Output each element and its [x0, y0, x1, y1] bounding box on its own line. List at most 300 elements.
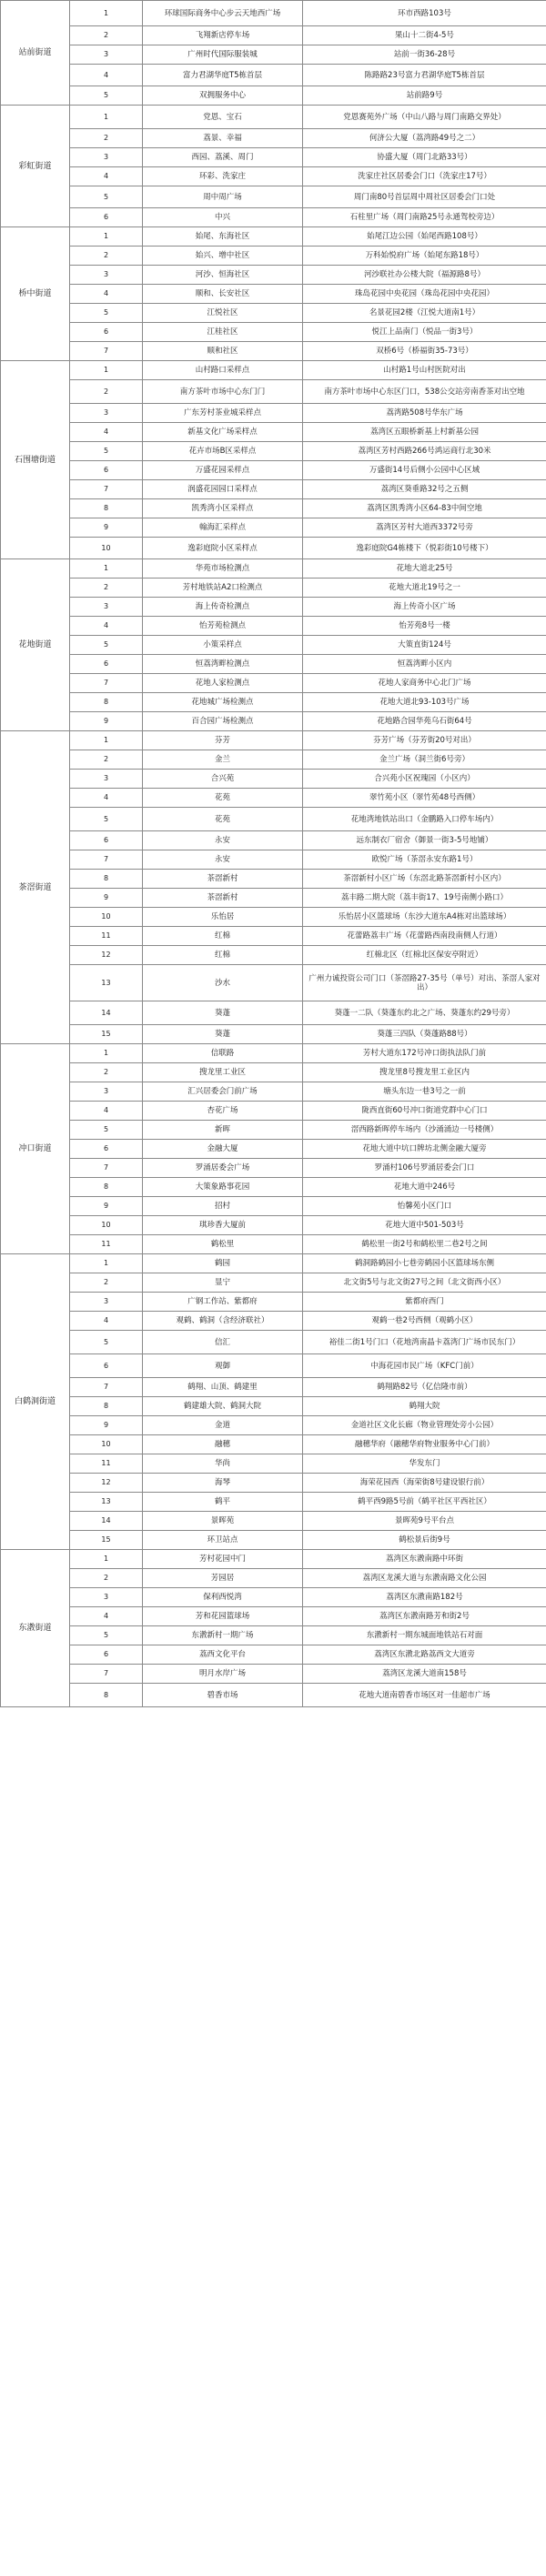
row-number-cell: 5 [70, 808, 143, 831]
row-number-cell: 1 [70, 227, 143, 247]
row-number-cell: 13 [70, 965, 143, 1001]
site-address-cell: 万盛街14号后侧小公园中心区域 [303, 461, 546, 480]
table-row [1, 1607, 546, 1626]
table-row [1, 831, 546, 850]
row-number-cell: 5 [70, 1331, 143, 1354]
row-number-cell: 6 [70, 208, 143, 227]
row-number-cell: 8 [70, 1684, 143, 1707]
row-number-cell: 6 [70, 831, 143, 850]
row-number-cell: 7 [70, 674, 143, 693]
table-row [1, 404, 546, 423]
table-row [1, 1435, 546, 1454]
table-row [1, 1025, 546, 1044]
site-name-cell: 鹤平 [143, 1493, 303, 1512]
site-name-cell: 双拥服务中心 [143, 86, 303, 106]
row-number-cell: 7 [70, 1665, 143, 1684]
site-name-cell: 保利西悦湾 [143, 1588, 303, 1607]
table-row [1, 26, 546, 45]
row-number-cell: 1 [70, 361, 143, 380]
site-address-cell: 大策直街124号 [303, 636, 546, 655]
site-name-cell: 招村 [143, 1197, 303, 1216]
site-address-cell: 果山十二街4-5号 [303, 26, 546, 45]
site-name-cell: 茶滘新村 [143, 870, 303, 889]
site-address-cell: 中海花园市民广场（KFC门前） [303, 1354, 546, 1378]
table-row [1, 1645, 546, 1665]
row-number-cell: 9 [70, 712, 143, 731]
table-row [1, 518, 546, 538]
table-row [1, 598, 546, 617]
row-number-cell: 3 [70, 148, 143, 167]
site-address-cell: 何济公大厦（荔湾路49号之二） [303, 129, 546, 148]
site-address-cell: 远东制衣厂宿舍（御景一街3-5号地铺） [303, 831, 546, 850]
street-name-cell: 东漖街道 [1, 1550, 70, 1707]
site-name-cell: 大策象路事花园 [143, 1178, 303, 1197]
site-name-cell: 华尚 [143, 1454, 303, 1474]
site-name-cell: 山村路口采样点 [143, 361, 303, 380]
row-number-cell: 2 [70, 1569, 143, 1588]
row-number-cell: 3 [70, 1588, 143, 1607]
site-address-cell: 逸彩庭院G4栋楼下（悦彩街10号楼下） [303, 538, 546, 559]
row-number-cell: 8 [70, 870, 143, 889]
site-address-cell: 怡馨苑小区门口 [303, 1197, 546, 1216]
row-number-cell: 7 [70, 1378, 143, 1397]
table-row [1, 65, 546, 86]
row-number-cell: 4 [70, 1102, 143, 1121]
site-name-cell: 中兴 [143, 208, 303, 227]
site-address-cell: 鹤翔路82号（亿信隆市前） [303, 1378, 546, 1397]
site-address-cell: 荔湾区芳村西路266号鸿运商行北30米 [303, 442, 546, 461]
table-row [1, 442, 546, 461]
row-number-cell: 5 [70, 636, 143, 655]
site-address-cell: 荔湾区凯秀湾小区64-83中间空地 [303, 499, 546, 518]
site-name-cell: 红棉 [143, 927, 303, 946]
site-name-cell: 西园、荔溪、周门 [143, 148, 303, 167]
table-row [1, 1178, 546, 1197]
table-row [1, 731, 546, 750]
site-address-cell: 荔湾区东漖南路芳和街2号 [303, 1607, 546, 1626]
row-number-cell: 9 [70, 1416, 143, 1435]
site-address-cell: 芬芳广场（芬芳街20号对出） [303, 731, 546, 750]
row-number-cell: 4 [70, 423, 143, 442]
table-row [1, 965, 546, 1001]
site-address-cell: 陈路路23号富力君湖华庭T5栋首层 [303, 65, 546, 86]
table-row [1, 499, 546, 518]
site-name-cell: 凯秀湾小区采样点 [143, 499, 303, 518]
site-address-cell: 站前路9号 [303, 86, 546, 106]
table-row [1, 423, 546, 442]
row-number-cell: 2 [70, 380, 143, 404]
site-name-cell: 新基文化广场采样点 [143, 423, 303, 442]
table-row [1, 186, 546, 208]
site-address-cell: 恒荔湾畔小区内 [303, 655, 546, 674]
site-name-cell: 富力君湖华庭T5栋首层 [143, 65, 303, 86]
table-row [1, 1102, 546, 1121]
row-number-cell: 3 [70, 1082, 143, 1102]
site-address-cell: 站前一街36-28号 [303, 45, 546, 65]
site-name-cell: 环彩、洗家庄 [143, 167, 303, 186]
site-name-cell: 百合园广场检测点 [143, 712, 303, 731]
site-address-cell: 葵蓬一二队（葵蓬东约北之广场、葵蓬东约29号旁） [303, 1001, 546, 1025]
site-address-cell: 荔湾区龙溪大道南158号 [303, 1665, 546, 1684]
test-site-table-body [1, 1, 546, 1707]
site-name-cell: 荔景、幸福 [143, 129, 303, 148]
street-name-cell: 花地街道 [1, 559, 70, 731]
row-number-cell: 8 [70, 1178, 143, 1197]
site-name-cell: 江桂社区 [143, 323, 303, 342]
row-number-cell: 9 [70, 889, 143, 908]
row-number-cell: 9 [70, 518, 143, 538]
street-name-cell: 茶滘街道 [1, 731, 70, 1044]
site-address-cell: 塘头东边一巷3号之一前 [303, 1082, 546, 1102]
row-number-cell: 6 [70, 323, 143, 342]
row-number-cell: 15 [70, 1531, 143, 1550]
table-row [1, 1254, 546, 1273]
site-name-cell: 汇兴居委会门前广场 [143, 1082, 303, 1102]
row-number-cell: 1 [70, 731, 143, 750]
table-row [1, 1354, 546, 1378]
table-row [1, 380, 546, 404]
site-name-cell: 海琴 [143, 1474, 303, 1493]
table-row [1, 1454, 546, 1474]
table-row [1, 1493, 546, 1512]
table-row [1, 908, 546, 927]
site-address-cell: 海上传奇小区广场 [303, 598, 546, 617]
site-name-cell: 金融大厦 [143, 1140, 303, 1159]
table-row [1, 1331, 546, 1354]
table-row [1, 1044, 546, 1063]
site-name-cell: 河沙、恒海社区 [143, 266, 303, 285]
site-name-cell: 红棉 [143, 946, 303, 965]
site-address-cell: 荔湾路508号华东广场 [303, 404, 546, 423]
site-address-cell: 花地大道北93-103号广场 [303, 693, 546, 712]
table-row [1, 208, 546, 227]
site-address-cell: 陇西直街60号冲口街道党群中心门口 [303, 1102, 546, 1121]
table-row [1, 750, 546, 770]
row-number-cell: 10 [70, 538, 143, 559]
site-address-cell: 茶滘新村小区广场（东滘北路茶滘新村小区内） [303, 870, 546, 889]
site-name-cell: 顺和社区 [143, 342, 303, 361]
row-number-cell: 3 [70, 1293, 143, 1312]
row-number-cell: 7 [70, 480, 143, 499]
site-name-cell: 环球国际商务中心步云天地西广场 [143, 1, 303, 26]
row-number-cell: 9 [70, 1197, 143, 1216]
table-row [1, 480, 546, 499]
table-row [1, 1197, 546, 1216]
site-address-cell: 荔湾区龙溪大道与东漖南路文化公园 [303, 1569, 546, 1588]
table-row [1, 1665, 546, 1684]
site-name-cell: 党恩、宝石 [143, 106, 303, 129]
table-row [1, 538, 546, 559]
site-address-cell: 荔湾区芳村大道西3372号旁 [303, 518, 546, 538]
site-address-cell: 山村路1号山村医院对出 [303, 361, 546, 380]
table-row [1, 1235, 546, 1254]
site-address-cell: 裕佳二街1号门口（花地湾南晶卡荔湾门广场市民东门） [303, 1331, 546, 1354]
site-name-cell: 明月水岸广场 [143, 1665, 303, 1684]
site-name-cell: 信汇 [143, 1331, 303, 1354]
site-address-cell: 鹤松里一街2号和鹤松里二巷2号之间 [303, 1235, 546, 1254]
site-name-cell: 花地人家检测点 [143, 674, 303, 693]
table-row [1, 1312, 546, 1331]
table-row [1, 45, 546, 65]
site-address-cell: 花地大道中坑口牌坊北侧金融大厦旁 [303, 1140, 546, 1159]
site-name-cell: 鹤松里 [143, 1235, 303, 1254]
row-number-cell: 3 [70, 598, 143, 617]
table-row [1, 1001, 546, 1025]
table-row [1, 1397, 546, 1416]
street-name-cell: 白鹤洞街道 [1, 1254, 70, 1550]
site-name-cell: 芳和花园篮球场 [143, 1607, 303, 1626]
table-row [1, 1588, 546, 1607]
street-name-cell: 桥中街道 [1, 227, 70, 361]
table-row [1, 1531, 546, 1550]
site-name-cell: 华苑市场检测点 [143, 559, 303, 579]
site-address-cell: 合兴苑小区祝瑰园（小区内） [303, 770, 546, 789]
site-name-cell: 搜龙里工业区 [143, 1063, 303, 1082]
site-name-cell: 观御 [143, 1354, 303, 1378]
table-row [1, 808, 546, 831]
site-address-cell: 悦江上品南门（悦品一街3号） [303, 323, 546, 342]
site-address-cell: 欧悦广场（茶滘永安东路1号） [303, 850, 546, 870]
site-address-cell: 荔湾区五眼桥新基上村新基公园 [303, 423, 546, 442]
row-number-cell: 6 [70, 1140, 143, 1159]
site-name-cell: 怡芳苑检测点 [143, 617, 303, 636]
site-address-cell: 荔湾区东漖南路182号 [303, 1588, 546, 1607]
row-number-cell: 1 [70, 106, 143, 129]
row-number-cell: 6 [70, 461, 143, 480]
row-number-cell: 10 [70, 1216, 143, 1235]
street-name-cell: 石围塘街道 [1, 361, 70, 559]
site-name-cell: 东漖新村一期广场 [143, 1626, 303, 1645]
site-name-cell: 融穗 [143, 1435, 303, 1454]
site-address-cell: 万科始悦府广场（始尾东路18号） [303, 247, 546, 266]
site-address-cell: 葵蓬三四队（葵蓬路88号） [303, 1025, 546, 1044]
row-number-cell: 5 [70, 1121, 143, 1140]
row-number-cell: 14 [70, 1512, 143, 1531]
row-number-cell: 13 [70, 1493, 143, 1512]
row-number-cell: 2 [70, 1273, 143, 1293]
site-name-cell: 金道 [143, 1416, 303, 1435]
site-name-cell: 合兴苑 [143, 770, 303, 789]
row-number-cell: 6 [70, 1645, 143, 1665]
site-address-cell: 怡芳苑8号一楼 [303, 617, 546, 636]
site-name-cell: 茶滘新村 [143, 889, 303, 908]
table-row [1, 342, 546, 361]
row-number-cell: 1 [70, 559, 143, 579]
row-number-cell: 3 [70, 404, 143, 423]
row-number-cell: 8 [70, 499, 143, 518]
site-address-cell: 名景花园2楼（江悦大道南1号） [303, 304, 546, 323]
site-name-cell: 荔西文化平台 [143, 1645, 303, 1665]
site-address-cell: 周门南80号首层周中周社区居委会门口处 [303, 186, 546, 208]
row-number-cell: 3 [70, 45, 143, 65]
site-name-cell: 翰海汇采样点 [143, 518, 303, 538]
site-name-cell: 显宁 [143, 1273, 303, 1293]
site-name-cell: 葵蓬 [143, 1001, 303, 1025]
site-name-cell: 广钢工作站、紫都府 [143, 1293, 303, 1312]
site-address-cell: 花地大道中246号 [303, 1178, 546, 1197]
site-name-cell: 逸彩庭院小区采样点 [143, 538, 303, 559]
row-number-cell: 2 [70, 26, 143, 45]
table-row [1, 889, 546, 908]
site-address-cell: 华发东门 [303, 1454, 546, 1474]
table-row [1, 1159, 546, 1178]
table-row [1, 1293, 546, 1312]
site-name-cell: 花地城广场检测点 [143, 693, 303, 712]
site-address-cell: 花地路合园华苑乌石街64号 [303, 712, 546, 731]
site-name-cell: 芬芳 [143, 731, 303, 750]
row-number-cell: 2 [70, 247, 143, 266]
site-address-cell: 河沙联社办公楼大院（福源路8号） [303, 266, 546, 285]
site-name-cell: 顺和、长安社区 [143, 285, 303, 304]
site-name-cell: 小策采样点 [143, 636, 303, 655]
table-row [1, 1140, 546, 1159]
table-row [1, 636, 546, 655]
site-name-cell: 乐怡居 [143, 908, 303, 927]
site-address-cell: 花地大道北19号之一 [303, 579, 546, 598]
row-number-cell: 2 [70, 129, 143, 148]
table-row [1, 850, 546, 870]
row-number-cell: 5 [70, 304, 143, 323]
table-row [1, 304, 546, 323]
site-address-cell: 石柱里广场（周门南路25号永通驾校旁边） [303, 208, 546, 227]
site-name-cell: 新晖 [143, 1121, 303, 1140]
site-name-cell: 鹤翔、山顶、鹤建里 [143, 1378, 303, 1397]
site-name-cell: 恒荔湾畔检测点 [143, 655, 303, 674]
table-row [1, 789, 546, 808]
site-name-cell: 碧香市场 [143, 1684, 303, 1707]
row-number-cell: 7 [70, 850, 143, 870]
site-name-cell: 葵蓬 [143, 1025, 303, 1044]
site-name-cell: 润盛花园园口采样点 [143, 480, 303, 499]
site-name-cell: 花苑 [143, 789, 303, 808]
table-row [1, 1121, 546, 1140]
row-number-cell: 4 [70, 1312, 143, 1331]
row-number-cell: 14 [70, 1001, 143, 1025]
site-name-cell: 信联路 [143, 1044, 303, 1063]
row-number-cell: 5 [70, 442, 143, 461]
table-row [1, 1216, 546, 1235]
site-name-cell: 罗涌居委会广场 [143, 1159, 303, 1178]
site-address-cell: 鹤翔大院 [303, 1397, 546, 1416]
row-number-cell: 1 [70, 1, 143, 26]
row-number-cell: 1 [70, 1550, 143, 1569]
site-name-cell: 花卉市场B区采样点 [143, 442, 303, 461]
table-row [1, 579, 546, 598]
table-row [1, 227, 546, 247]
site-name-cell: 周中周广场 [143, 186, 303, 208]
table-row [1, 617, 546, 636]
table-row [1, 927, 546, 946]
row-number-cell: 3 [70, 266, 143, 285]
row-number-cell: 8 [70, 693, 143, 712]
site-name-cell: 江悦社区 [143, 304, 303, 323]
table-row [1, 1474, 546, 1493]
row-number-cell: 12 [70, 946, 143, 965]
table-row [1, 712, 546, 731]
site-name-cell: 南方茶叶市场中心东门门 [143, 380, 303, 404]
table-row [1, 693, 546, 712]
site-name-cell: 永安 [143, 850, 303, 870]
table-row [1, 1, 546, 26]
row-number-cell: 2 [70, 1063, 143, 1082]
table-row [1, 1416, 546, 1435]
site-name-cell: 杏花广场 [143, 1102, 303, 1121]
site-address-cell: 花地人家商务中心北门广场 [303, 674, 546, 693]
site-name-cell: 芳园居 [143, 1569, 303, 1588]
site-address-cell: 观鹤一巷2号西侧（观鹤小区） [303, 1312, 546, 1331]
site-name-cell: 鹤建雄大院、鹤洞大院 [143, 1397, 303, 1416]
row-number-cell: 10 [70, 1435, 143, 1454]
table-row [1, 770, 546, 789]
site-address-cell: 洗家庄社区居委会门口（洗家庄17号） [303, 167, 546, 186]
site-name-cell: 金兰 [143, 750, 303, 770]
row-number-cell: 4 [70, 167, 143, 186]
row-number-cell: 12 [70, 1474, 143, 1493]
table-row [1, 266, 546, 285]
site-address-cell: 景晖苑9号平台点 [303, 1512, 546, 1531]
row-number-cell: 4 [70, 789, 143, 808]
site-address-cell: 芳村大道东172号冲口街执法队门前 [303, 1044, 546, 1063]
table-row [1, 1063, 546, 1082]
street-name-cell: 冲口街道 [1, 1044, 70, 1254]
table-row [1, 946, 546, 965]
table-row [1, 559, 546, 579]
site-name-cell: 琪珍香大厦前 [143, 1216, 303, 1235]
table-row [1, 167, 546, 186]
site-address-cell: 金道社区文化长廊（物业管理处旁小公园） [303, 1416, 546, 1435]
row-number-cell: 7 [70, 342, 143, 361]
site-address-cell: 始尾江边公园（始尾西路108号） [303, 227, 546, 247]
table-row [1, 1082, 546, 1102]
site-address-cell: 花蕾路荔丰广场（花蕾路西南段南侧人行道） [303, 927, 546, 946]
row-number-cell: 11 [70, 927, 143, 946]
site-address-cell: 融穗华府（融穗华府物业服务中心门前） [303, 1435, 546, 1454]
street-name-cell: 站前街道 [1, 1, 70, 106]
table-row [1, 461, 546, 480]
site-address-cell: 紫都府西门 [303, 1293, 546, 1312]
table-row [1, 1569, 546, 1588]
row-number-cell: 11 [70, 1235, 143, 1254]
row-number-cell: 3 [70, 770, 143, 789]
site-name-cell: 花苑 [143, 808, 303, 831]
table-row [1, 1273, 546, 1293]
table-row [1, 247, 546, 266]
site-name-cell: 芳村地铁站A2口检测点 [143, 579, 303, 598]
table-row [1, 86, 546, 106]
site-address-cell: 珠岛花园中央花园（珠岛花园中央花园） [303, 285, 546, 304]
table-row [1, 1626, 546, 1645]
site-name-cell: 沙水 [143, 965, 303, 1001]
row-number-cell: 1 [70, 1044, 143, 1063]
row-number-cell: 5 [70, 1626, 143, 1645]
row-number-cell: 4 [70, 65, 143, 86]
row-number-cell: 6 [70, 1354, 143, 1378]
site-address-cell: 广州力诚投资公司门口（茶滘路27-35号（单号）对出、茶滘人家对出） [303, 965, 546, 1001]
table-row [1, 323, 546, 342]
site-name-cell: 飞翔新店停车场 [143, 26, 303, 45]
site-name-cell: 永安 [143, 831, 303, 850]
site-address-cell: 鹤松景后街9号 [303, 1531, 546, 1550]
table-row [1, 674, 546, 693]
table-row [1, 148, 546, 167]
site-address-cell: 金兰广场（洞兰街6号旁） [303, 750, 546, 770]
site-address-cell: 南方茶叶市场中心东区门口，538公交站旁南香茶对出空地 [303, 380, 546, 404]
site-address-cell: 荔丰路二期大院（荔丰街17、19号南侧小路口） [303, 889, 546, 908]
site-name-cell: 芳村花园中门 [143, 1550, 303, 1569]
site-name-cell: 环卫站点 [143, 1531, 303, 1550]
row-number-cell: 2 [70, 579, 143, 598]
row-number-cell: 15 [70, 1025, 143, 1044]
